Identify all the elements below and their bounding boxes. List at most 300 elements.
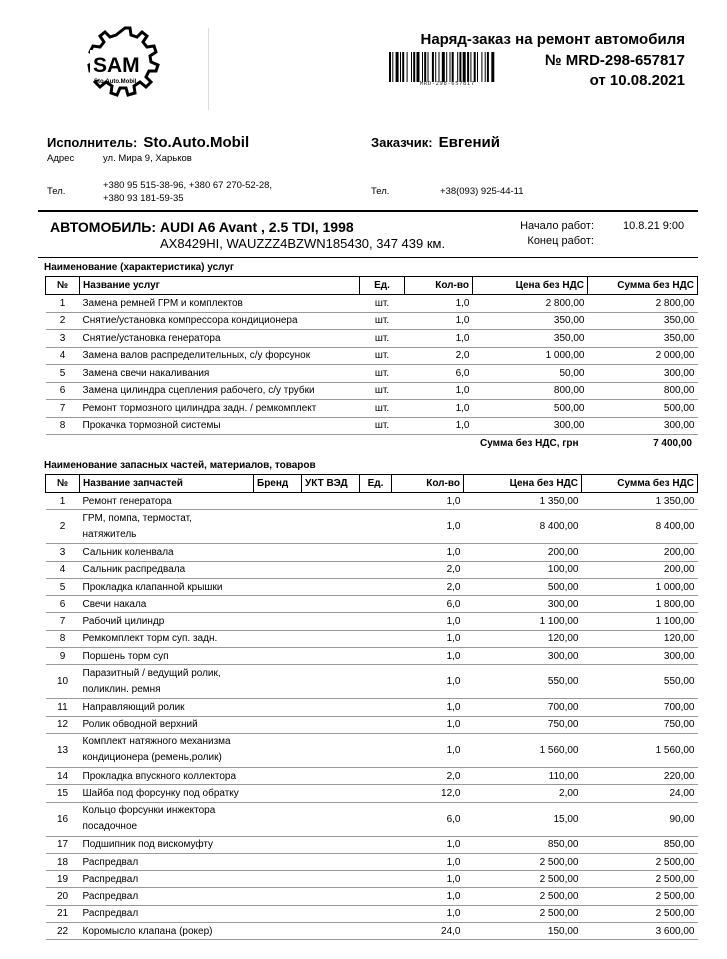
parts-cell [254,596,302,613]
parts-cell: 550,00 [464,665,582,699]
parts-cell: 16 [46,802,80,836]
services-row [46,400,698,418]
parts-cell: 1,0 [392,871,464,888]
work-start-value: 10.8.21 9:00 [623,220,685,232]
services-cell: 350,00 [588,312,698,330]
parts-header-cell: № [46,475,80,493]
parts-row [46,699,698,716]
services-cell: 800,00 [588,382,698,400]
parts-cell: Коромысло клапана (рокер) [80,923,254,940]
services-cell: 5 [46,365,80,383]
parts-cell [360,716,392,733]
services-cell: 2,0 [405,347,473,365]
parts-cell [302,767,360,784]
parts-cell: 2 [46,510,80,544]
parts-cell: 1 560,00 [464,733,582,767]
barcode-bar [450,52,451,82]
parts-cell: 150,00 [464,923,582,940]
parts-cell [360,493,392,510]
parts-cell: 220,00 [582,767,698,784]
parts-cell [360,544,392,561]
parts-cell [360,802,392,836]
barcode-bar [463,52,466,82]
parts-cell: 21 [46,905,80,922]
parts-header-cell: Цена без НДС [464,475,582,493]
executor-phone-label: Тел. [47,186,66,197]
parts-cell: 300,00 [464,596,582,613]
parts-header-cell: Название запчастей [80,475,254,493]
barcode-bar [485,52,486,82]
parts-row [46,923,698,940]
parts-row [46,578,698,595]
parts-row [46,613,698,630]
parts-row [46,665,698,699]
parts-row [46,493,698,510]
parts-cell: 2 500,00 [582,905,698,922]
parts-cell: 12,0 [392,785,464,802]
parts-row [46,716,698,733]
services-total-value: 7 400,00 [653,438,692,449]
parts-cell: 11 [46,699,80,716]
services-cell: 4 [46,347,80,365]
parts-cell [254,733,302,767]
car-info [50,219,354,235]
parts-cell: 3 [46,544,80,561]
parts-cell: 1,0 [392,630,464,647]
parts-cell [302,648,360,665]
parts-row [46,630,698,647]
parts-cell [254,905,302,922]
barcode-caption: MRD-298-657817 [420,81,475,87]
parts-cell: 12 [46,716,80,733]
parts-cell [254,648,302,665]
parts-cell: 2 500,00 [582,853,698,870]
parts-cell: 6,0 [392,596,464,613]
parts-cell: ГРМ, помпа, термостат, натяжитель [80,510,254,544]
services-row [46,417,698,435]
parts-table [45,474,698,940]
parts-cell [254,888,302,905]
parts-cell: 2 500,00 [464,888,582,905]
barcode-bar [402,52,404,82]
parts-cell [254,853,302,870]
parts-cell [360,923,392,940]
parts-cell: 200,00 [582,561,698,578]
services-cell: 500,00 [588,400,698,418]
services-row [46,295,698,313]
parts-cell: 18 [46,853,80,870]
parts-cell: 100,00 [464,561,582,578]
parts-cell [360,785,392,802]
services-row [46,365,698,383]
parts-cell [360,905,392,922]
car-model: AUDI A6 Avant , 2.5 TDI, 1998 [159,219,354,235]
parts-cell [302,871,360,888]
header-divider [208,28,209,110]
parts-cell [302,923,360,940]
barcode-bar [424,52,426,82]
parts-cell [302,716,360,733]
barcode-bar [392,52,393,82]
barcode-bar [452,52,454,82]
barcode-bar [422,52,423,82]
top-divider [38,210,698,212]
barcode [389,52,531,82]
services-cell: шт. [360,330,405,348]
parts-row [46,767,698,784]
services-cell: 1,0 [405,295,473,313]
parts-cell: 2 500,00 [582,888,698,905]
parts-cell [302,561,360,578]
parts-header-cell: УКТ ВЭД [302,475,360,493]
barcode-bar [432,52,434,82]
parts-cell: 8 400,00 [582,510,698,544]
barcode-bar [442,52,445,82]
document-title: Наряд-заказ на ремонт автомобиля [420,31,685,48]
parts-cell [302,785,360,802]
services-cell: 6,0 [405,365,473,383]
parts-cell: Поршень торм суп [80,648,254,665]
services-cell: шт. [360,312,405,330]
services-header-cell: № [46,277,80,295]
parts-cell: 90,00 [582,802,698,836]
barcode-bar [389,52,391,82]
parts-cell: Сальник коленвала [80,544,254,561]
parts-cell [254,510,302,544]
parts-cell: 1,0 [392,613,464,630]
barcode-bar [411,52,412,82]
services-cell: 6 [46,382,80,400]
parts-cell [254,716,302,733]
parts-cell [360,630,392,647]
parts-row [46,648,698,665]
parts-cell [360,613,392,630]
parts-cell [360,836,392,853]
parts-cell: 200,00 [582,544,698,561]
parts-cell: 120,00 [582,630,698,647]
logo-subtext: Sto.Auto.Mobil [94,79,137,85]
services-header-cell: Ед. [360,277,405,295]
parts-cell: 1,0 [392,510,464,544]
parts-cell: 2 500,00 [464,905,582,922]
parts-cell [254,923,302,940]
services-cell: 350,00 [588,330,698,348]
parts-header-cell: Сумма без НДС [582,475,698,493]
parts-cell: 5 [46,578,80,595]
parts-cell: Прокладка клапанной крышки [80,578,254,595]
parts-cell: 110,00 [464,767,582,784]
services-cell: шт. [360,382,405,400]
parts-cell: 1 350,00 [464,493,582,510]
executor-label: Исполнитель: [47,135,138,150]
services-cell: 350,00 [473,330,588,348]
parts-cell: Сальник распредвала [80,561,254,578]
parts-cell: 700,00 [582,699,698,716]
parts-cell: 22 [46,923,80,940]
barcode-bar [428,52,429,82]
services-cell: 500,00 [473,400,588,418]
parts-header-cell: Бренд [254,475,302,493]
company-logo [84,22,166,104]
parts-cell: 20 [46,888,80,905]
services-cell: 8 [46,417,80,435]
parts-cell: 750,00 [582,716,698,733]
services-cell: 1 000,00 [473,347,588,365]
parts-cell: 6 [46,596,80,613]
parts-cell [302,596,360,613]
services-row [46,330,698,348]
services-cell: Ремонт тормозного цилиндра задн. / ремкомплект [80,400,360,418]
parts-cell: 120,00 [464,630,582,647]
parts-cell: 1 800,00 [582,596,698,613]
parts-cell: 850,00 [582,836,698,853]
parts-cell [360,733,392,767]
parts-cell: 1 100,00 [464,613,582,630]
parts-cell: Ремкомплект торм суп. задн. [80,630,254,647]
parts-header-cell: Кол-во [392,475,464,493]
parts-cell [360,888,392,905]
parts-cell [302,905,360,922]
parts-cell: Распредвал [80,853,254,870]
services-total-label: Сумма без НДС, грн [480,438,579,449]
services-cell: шт. [360,295,405,313]
parts-section-title: Наименование запасных частей, материалов, товаров [44,460,316,471]
document-date: от 10.08.2021 [589,72,685,89]
document-number: № MRD-298-657817 [544,52,685,69]
barcode-bar [407,52,408,82]
parts-cell [254,785,302,802]
parts-cell: 2 500,00 [464,853,582,870]
parts-cell: 500,00 [464,578,582,595]
services-cell: 7 [46,400,80,418]
parts-header-cell: Ед. [360,475,392,493]
parts-cell [302,699,360,716]
parts-header-row [46,475,698,493]
parts-cell: Подшипник под вискомуфту [80,836,254,853]
parts-cell: Свечи накала [80,596,254,613]
car-details: AX8429HI, WAUZZZ4BZWN185430, 347 439 км. [160,236,446,251]
parts-row [46,596,698,613]
parts-cell: Ремонт генератора [80,493,254,510]
parts-cell: 1,0 [392,888,464,905]
barcode-bar [446,52,447,82]
parts-cell: 2,00 [464,785,582,802]
parts-cell [302,836,360,853]
services-row [46,347,698,365]
services-cell: 1,0 [405,330,473,348]
services-cell: Замена валов распределительных, с/у форсунок [80,347,360,365]
parts-cell [360,561,392,578]
barcode-bar [396,52,399,82]
parts-cell: 2,0 [392,767,464,784]
parts-cell: 9 [46,648,80,665]
parts-cell: 2 500,00 [582,871,698,888]
parts-cell: Распредвал [80,871,254,888]
parts-cell: 3 600,00 [582,923,698,940]
parts-cell [254,613,302,630]
parts-cell: 17 [46,836,80,853]
services-cell: 1,0 [405,382,473,400]
services-cell: 2 000,00 [588,347,698,365]
parts-cell: Кольцо форсунки инжектора посадочное [80,802,254,836]
barcode-bar [457,52,458,82]
services-section-title: Наименование (характеристика) услуг [44,262,235,273]
parts-cell: 7 [46,613,80,630]
services-table [45,276,698,435]
logo-text: SAM [93,54,140,77]
services-cell: Замена цилиндра сцепления рабочего, с/у трубки [80,382,360,400]
parts-cell: 8 [46,630,80,647]
services-cell: Замена свечи накаливания [80,365,360,383]
parts-cell [254,836,302,853]
services-cell: 1,0 [405,400,473,418]
parts-cell: Ролик обводной верхний [80,716,254,733]
services-cell: 3 [46,330,80,348]
parts-row [46,871,698,888]
parts-cell: 24,00 [582,785,698,802]
parts-cell [302,802,360,836]
barcode-bar [435,52,436,82]
services-cell: 2 [46,312,80,330]
parts-cell: 1 000,00 [582,578,698,595]
services-cell: шт. [360,365,405,383]
customer-block [371,134,500,151]
parts-cell: 19 [46,871,80,888]
customer-name: Евгений [438,134,500,151]
services-cell: 1,0 [405,312,473,330]
parts-cell: 1,0 [392,733,464,767]
parts-cell: Распредвал [80,905,254,922]
services-cell: 1,0 [405,417,473,435]
parts-cell [360,871,392,888]
parts-cell [302,544,360,561]
parts-cell [302,578,360,595]
parts-cell [360,578,392,595]
parts-cell: 550,00 [582,665,698,699]
parts-row [46,510,698,544]
car-label: АВТОМОБИЛЬ: [50,219,157,235]
customer-phone-label: Тел. [371,186,390,197]
executor-block [47,134,249,151]
parts-cell [254,493,302,510]
parts-cell [302,888,360,905]
parts-cell: 1 100,00 [582,613,698,630]
parts-cell: 1 560,00 [582,733,698,767]
parts-cell: Рабочий цилиндр [80,613,254,630]
parts-row [46,836,698,853]
parts-cell: 1,0 [392,648,464,665]
services-header-cell: Название услуг [80,277,360,295]
executor-address-label: Адрес [47,153,75,164]
services-cell: 2 800,00 [588,295,698,313]
parts-cell: 1,0 [392,905,464,922]
barcode-bar [491,52,494,82]
parts-cell: 200,00 [464,544,582,561]
parts-cell [254,767,302,784]
executor-name: Sto.Auto.Mobil [143,134,250,151]
parts-row [46,544,698,561]
parts-cell [360,699,392,716]
services-cell: 300,00 [588,365,698,383]
parts-cell: 15 [46,785,80,802]
parts-cell: 1,0 [392,716,464,733]
parts-cell: 10 [46,665,80,699]
parts-cell [360,767,392,784]
parts-cell [302,665,360,699]
services-header-cell: Кол-во [405,277,473,295]
barcode-bar [459,52,461,82]
customer-label: Заказчик: [371,135,433,150]
parts-cell [360,853,392,870]
barcode-bar [413,52,415,82]
parts-cell [254,871,302,888]
services-cell: шт. [360,347,405,365]
parts-cell: 2,0 [392,578,464,595]
parts-cell: 14 [46,767,80,784]
parts-cell: 6,0 [392,802,464,836]
parts-cell: 1,0 [392,493,464,510]
barcode-bar [474,52,476,82]
services-cell: Снятие/установка компрессора кондиционера [80,312,360,330]
parts-row [46,785,698,802]
services-cell: шт. [360,417,405,435]
customer-phone: +38(093) 925-44-11 [440,186,524,197]
parts-cell: 1 350,00 [582,493,698,510]
parts-cell [360,665,392,699]
services-header-cell: Цена без НДС [473,277,588,295]
parts-cell: Комплект натяжного механизма кондиционера (ремень,ролик) [80,733,254,767]
parts-cell [302,613,360,630]
barcode-bar [487,52,489,82]
services-cell: 350,00 [473,312,588,330]
services-cell: 800,00 [473,382,588,400]
parts-cell: 1,0 [392,665,464,699]
services-cell: 300,00 [588,417,698,435]
services-cell: 300,00 [473,417,588,435]
parts-cell: 1,0 [392,699,464,716]
parts-cell [302,853,360,870]
parts-cell: 750,00 [464,716,582,733]
parts-cell: Прокладка впускного коллектора [80,767,254,784]
parts-cell: 1,0 [392,836,464,853]
barcode-bar [417,52,420,82]
barcode-bar [470,52,471,82]
barcode-bar [439,52,440,82]
parts-cell [254,665,302,699]
parts-cell: 4 [46,561,80,578]
parts-cell [254,544,302,561]
parts-cell: 1,0 [392,544,464,561]
parts-cell: 300,00 [582,648,698,665]
parts-cell [302,510,360,544]
parts-cell [254,561,302,578]
parts-cell: Шайба под форсунку под обратку [80,785,254,802]
parts-row [46,905,698,922]
parts-cell: 8 400,00 [464,510,582,544]
parts-cell: 13 [46,733,80,767]
parts-cell [254,630,302,647]
parts-row [46,888,698,905]
parts-cell: 1 [46,493,80,510]
executor-phone-line1: +380 95 515-38-96, +380 67 270-52-28, [103,180,273,191]
car-divider [38,257,698,258]
barcode-bar [481,52,482,82]
parts-cell: 300,00 [464,648,582,665]
parts-cell: 850,00 [464,836,582,853]
services-cell: Снятие/установка генератора [80,330,360,348]
barcode-bar [400,52,401,82]
services-cell: шт. [360,400,405,418]
